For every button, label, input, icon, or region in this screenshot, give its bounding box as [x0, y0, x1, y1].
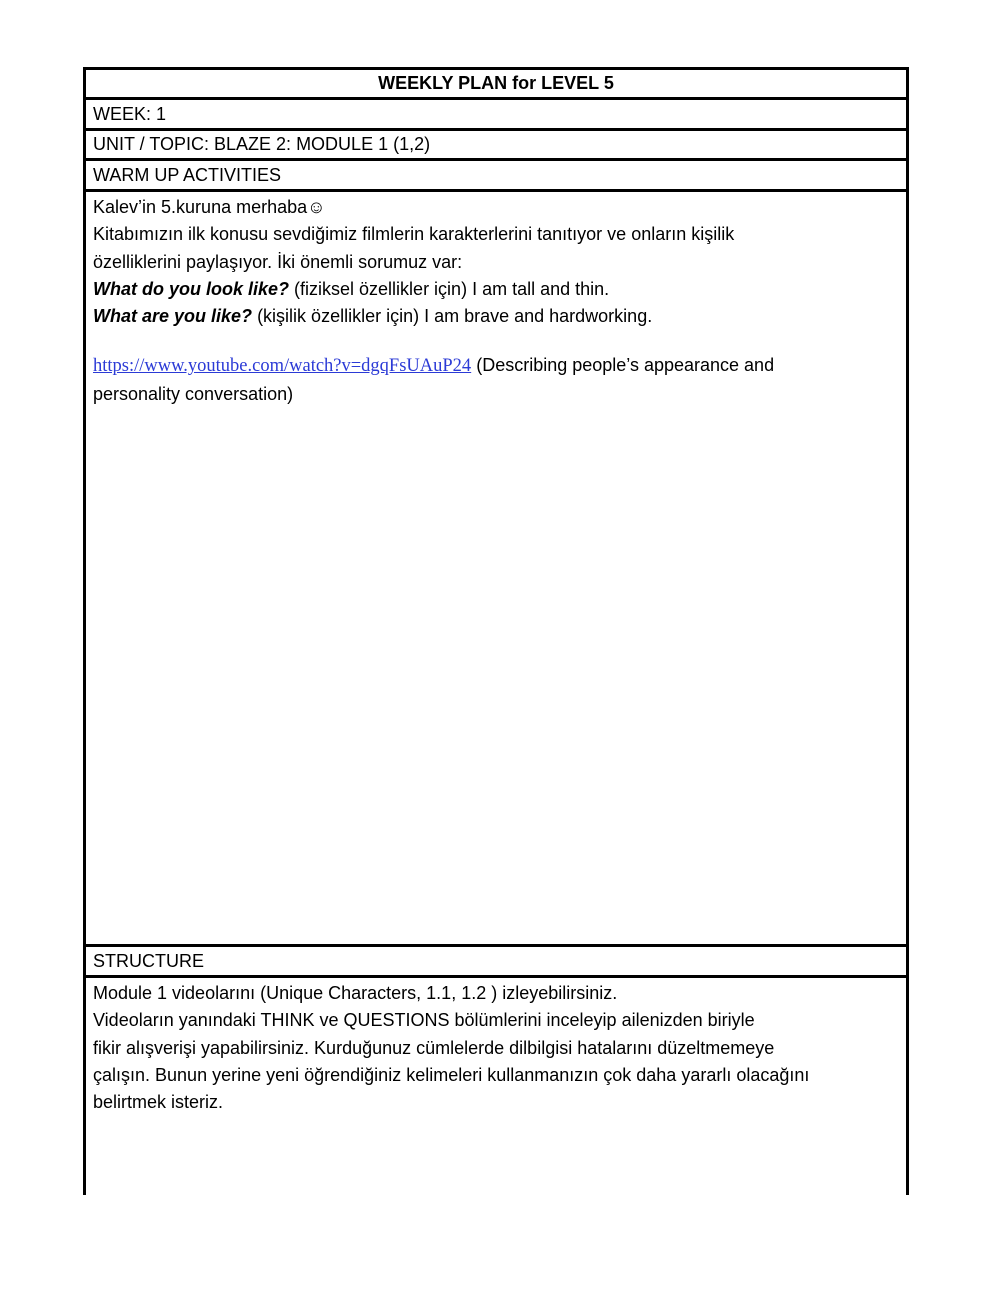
warm-up-content — [86, 192, 906, 947]
plan-title: WEEKLY PLAN for LEVEL 5 — [86, 70, 906, 100]
video-link-description: (Describing people’s appearance and — [476, 355, 775, 376]
youtube-video-link[interactable]: https://www.youtube.com/watch?v=dgqFsUAuP24 — [93, 356, 472, 377]
warm-up-line-greeting: Kalev’in 5.kuruna merhaba☺ — [93, 197, 326, 217]
unit-topic-row: UNIT / TOPIC: BLAZE 2: MODULE 1 (1,2) — [86, 131, 906, 161]
warm-up-heading: WARM UP ACTIVITIES — [86, 161, 906, 192]
question-look-like-label: What do you look like? — [93, 278, 290, 299]
video-link-description-continued: personality conversation) — [93, 383, 294, 404]
structure-heading: STRUCTURE — [86, 947, 906, 978]
structure-line: fikir alışverişi yapabilirsiniz. Kurduğunuz cümlelerde dilbilgisi hatalarını düzeltmemeye — [93, 1037, 775, 1058]
structure-line: belirtmek isteriz. — [93, 1092, 224, 1113]
structure-line: çalışın. Bunun yerine yeni öğrendiğiniz kelimeleri kullanmanızın çok daha yararlı olacağını — [93, 1064, 810, 1085]
question-look-like-text: (fiziksel özellikler için) I am tall and thin. — [294, 278, 610, 299]
weekly-plan-table — [83, 67, 909, 1195]
structure-content — [86, 978, 906, 1195]
structure-line: Module 1 videolarını (Unique Characters, 1.1, 1.2 ) izleyebilirsiniz. — [93, 983, 618, 1003]
warm-up-line: özelliklerini paylaşıyor. İki önemli sorumuz var: — [93, 251, 463, 272]
video-link-line — [93, 352, 906, 380]
question-are-like — [93, 303, 906, 330]
question-are-like-label: What are you like? — [93, 306, 253, 327]
paragraph-gap — [93, 330, 906, 352]
week-row: WEEK: 1 — [86, 100, 906, 131]
question-look-like — [93, 276, 906, 303]
warm-up-line: Kitabımızın ilk konusu sevdiğimiz filmlerin karakterlerini tanıtıyor ve onların kişilik — [93, 224, 735, 245]
question-are-like-text: (kişilik özellikler için) I am brave and hardworking. — [257, 306, 653, 327]
structure-line: Videoların yanındaki THINK ve QUESTIONS bölümlerini inceleyip ailenizden biriyle — [93, 1010, 755, 1031]
